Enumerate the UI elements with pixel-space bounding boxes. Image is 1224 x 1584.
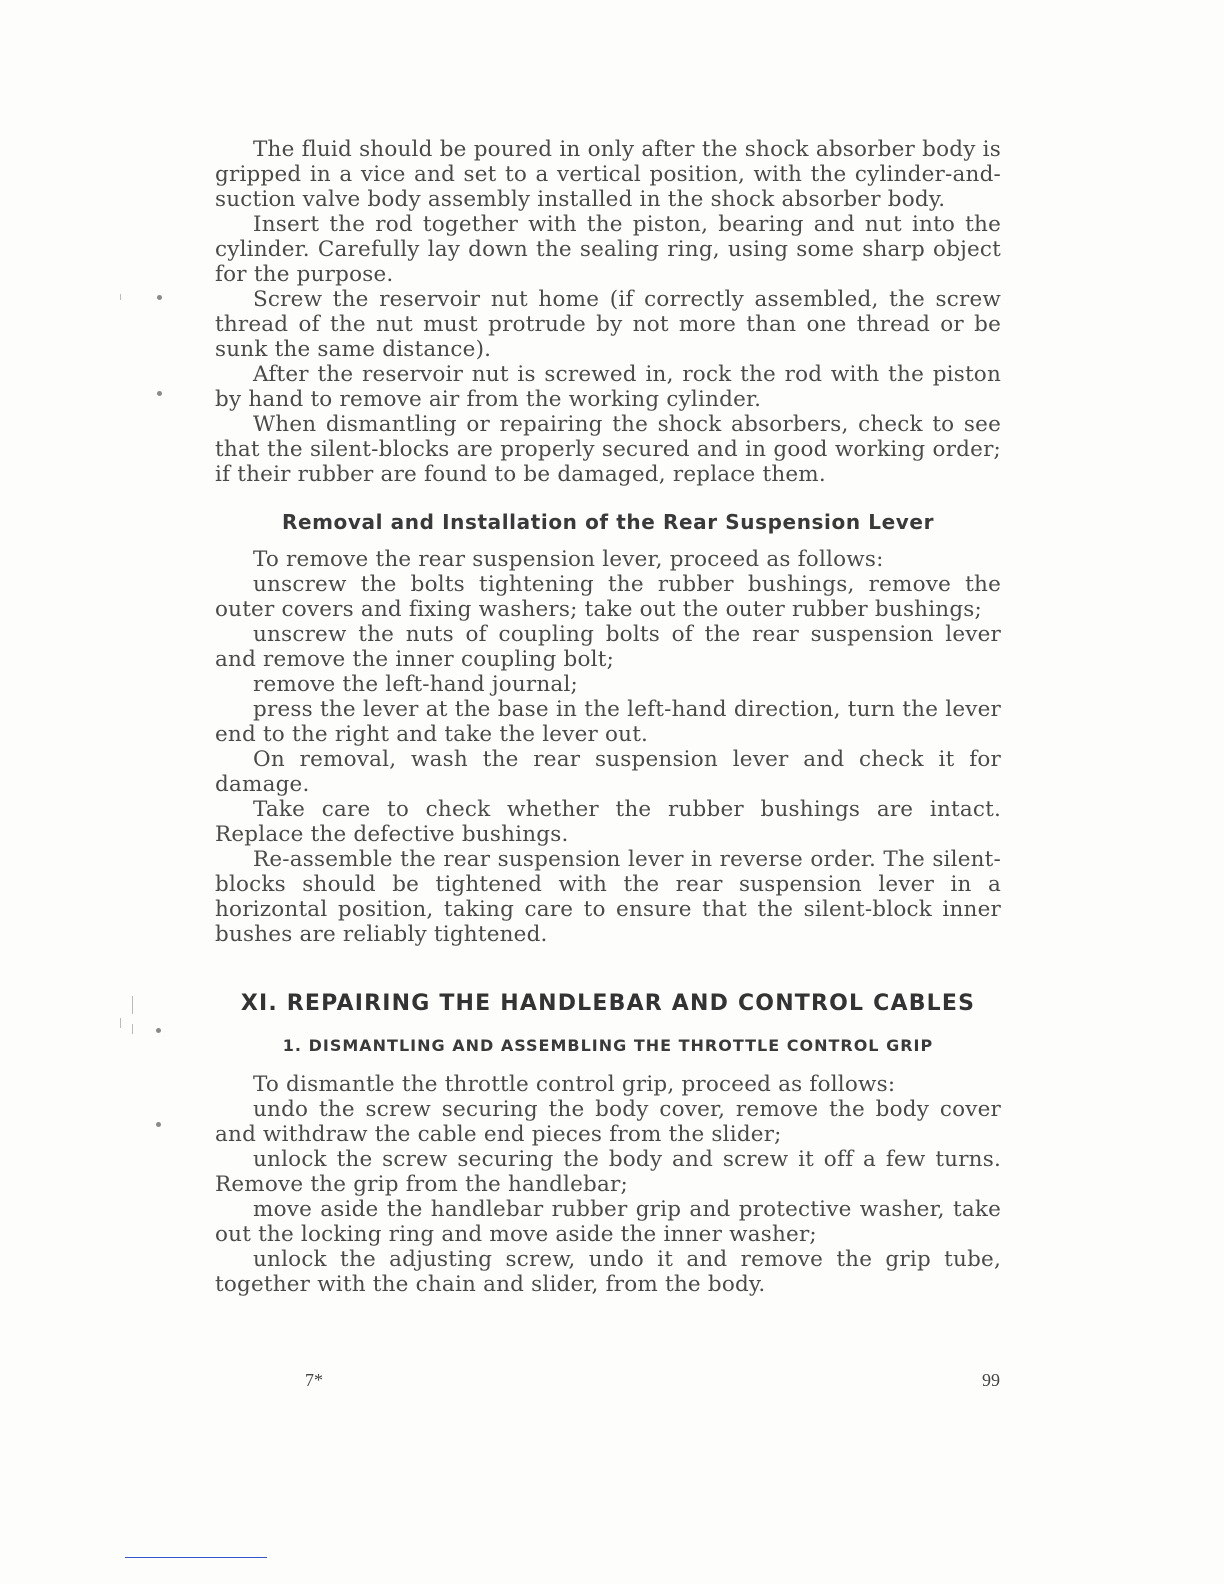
paragraph: After the reservoir nut is screwed in, rock the rod with the piston by hand to remove air from the working cylinder. bbox=[215, 362, 1001, 412]
paragraph: unlock the screw securing the body and screw it off a few turns. Remove the grip from the handlebar; bbox=[215, 1147, 1001, 1197]
page-number: 99 bbox=[982, 1370, 1000, 1390]
bottom-rule bbox=[125, 1557, 267, 1558]
paragraph: press the lever at the base in the left-hand direction, turn the lever end to the right and take the lever out. bbox=[215, 697, 1001, 747]
paragraph: To remove the rear suspension lever, proceed as follows: bbox=[253, 547, 884, 572]
paragraph: To dismantle the throttle control grip, proceed as follows: bbox=[253, 1072, 896, 1097]
paragraph: The fluid should be poured in only after the shock absorber body is gripped in a vice and set to a vertical position, with the cylinder-and-suction valve body assembly installed in the shock absorber body. bbox=[215, 137, 1001, 212]
subsection-heading: Removal and Installation of the Rear Suspension Lever bbox=[281, 510, 935, 534]
margin-tick bbox=[120, 1018, 121, 1028]
paragraph: unscrew the bolts tightening the rubber bushings, remove the outer covers and fixing washers; take out the outer rubber bushings; bbox=[215, 572, 1001, 622]
paragraph: Take care to check whether the rubber bushings are intact. Replace the defective bushings. bbox=[215, 797, 1001, 847]
page-body bbox=[215, 137, 1001, 1297]
binding-hole-mark bbox=[156, 1028, 161, 1033]
chapter-heading: XI. REPAIRING THE HANDLEBAR AND CONTROL CABLES bbox=[240, 991, 976, 1016]
margin-tick bbox=[132, 1024, 133, 1034]
paragraph: undo the screw securing the body cover, remove the body cover and withdraw the cable end pieces from the slider; bbox=[215, 1097, 1001, 1147]
margin-tick bbox=[132, 996, 133, 1014]
paragraph: When dismantling or repairing the shock absorbers, check to see that the silent-blocks are properly secured and in good working order; if their rubber are found to be damaged, replace them. bbox=[215, 412, 1001, 487]
paragraph: remove the left-hand journal; bbox=[253, 672, 578, 697]
section-heading: 1. DISMANTLING AND ASSEMBLING THE THROTTLE CONTROL GRIP bbox=[282, 1036, 934, 1055]
binding-hole-mark bbox=[156, 1122, 161, 1127]
paragraph: Insert the rod together with the piston, bearing and nut into the cylinder. Carefully lay down the sealing ring, using some sharp object for the purpose. bbox=[215, 212, 1001, 287]
binding-hole-mark bbox=[157, 295, 162, 300]
paragraph: Screw the reservoir nut home (if correctly assembled, the screw thread of the nut must protrude by not more than one thread or be sunk the same distance). bbox=[215, 287, 1001, 362]
paragraph: On removal, wash the rear suspension lever and check it for damage. bbox=[215, 747, 1001, 797]
paragraph: Re-assemble the rear suspension lever in reverse order. The silent-blocks should be tightened with the rear suspension lever in a horizontal position, taking care to ensure that the silent-block inner bushes are reliably tightened. bbox=[215, 847, 1001, 947]
paragraph: unscrew the nuts of coupling bolts of the rear suspension lever and remove the inner coupling bolt; bbox=[215, 622, 1001, 672]
binding-hole-mark bbox=[157, 391, 162, 396]
paragraph: move aside the handlebar rubber grip and protective washer, take out the locking ring and move aside the inner washer; bbox=[215, 1197, 1001, 1247]
signature-mark: 7* bbox=[305, 1370, 323, 1390]
margin-tick bbox=[120, 294, 121, 300]
paragraph: unlock the adjusting screw, undo it and remove the grip tube, together with the chain and slider, from the body. bbox=[215, 1247, 1001, 1297]
